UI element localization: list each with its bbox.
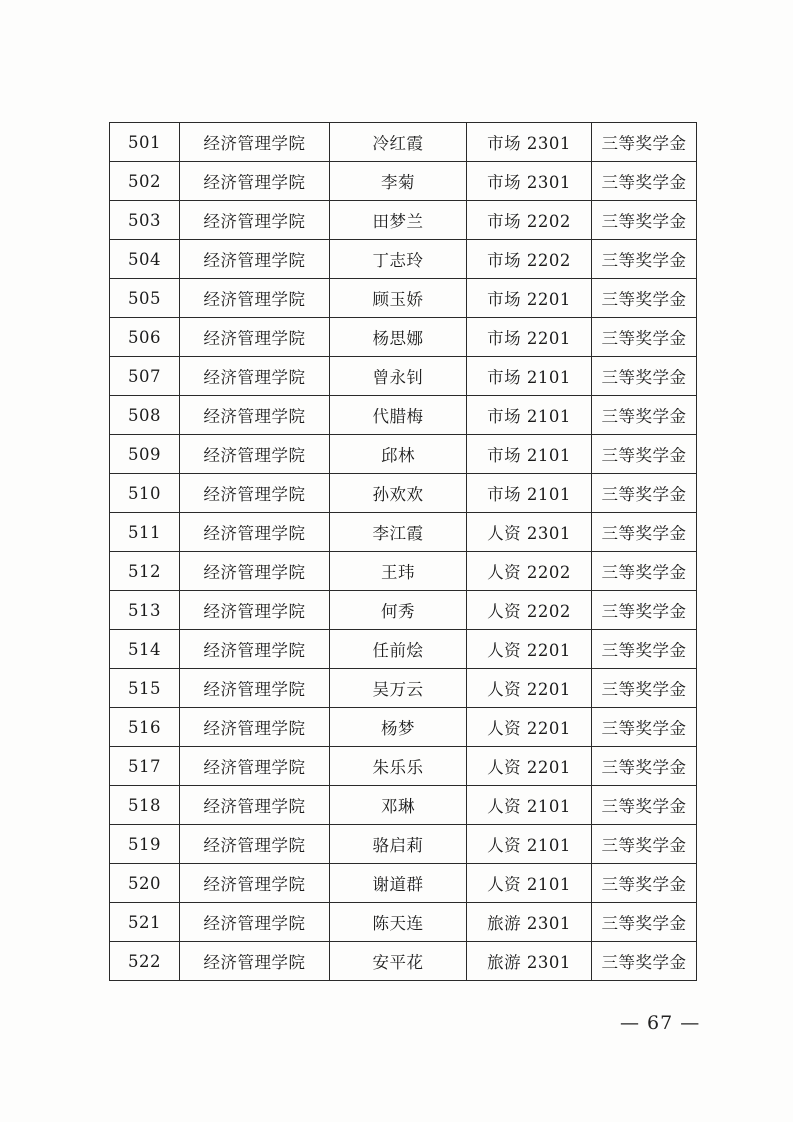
award-cell: 三等奖学金 [592, 240, 697, 279]
name-cell: 邓琳 [330, 786, 467, 825]
college-cell: 经济管理学院 [180, 864, 330, 903]
no-cell: 519 [110, 825, 180, 864]
name-cell: 朱乐乐 [330, 747, 467, 786]
no-cell: 506 [110, 318, 180, 357]
table-row [110, 591, 697, 630]
award-cell: 三等奖学金 [592, 903, 697, 942]
name-cell: 邱林 [330, 435, 467, 474]
class-cell: 市场 2201 [467, 279, 592, 318]
table-row [110, 123, 697, 162]
college-cell: 经济管理学院 [180, 162, 330, 201]
table-row [110, 513, 697, 552]
class-cell: 人资 2201 [467, 630, 592, 669]
table-row [110, 201, 697, 240]
college-cell: 经济管理学院 [180, 474, 330, 513]
college-cell: 经济管理学院 [180, 513, 330, 552]
no-cell: 511 [110, 513, 180, 552]
scholarship-table [109, 122, 697, 981]
college-cell: 经济管理学院 [180, 318, 330, 357]
class-cell: 市场 2202 [467, 201, 592, 240]
table-row [110, 825, 697, 864]
college-cell: 经济管理学院 [180, 942, 330, 981]
no-cell: 514 [110, 630, 180, 669]
award-cell: 三等奖学金 [592, 435, 697, 474]
table-row [110, 747, 697, 786]
table-row [110, 708, 697, 747]
no-cell: 504 [110, 240, 180, 279]
class-cell: 市场 2101 [467, 396, 592, 435]
class-cell: 人资 2202 [467, 591, 592, 630]
college-cell: 经济管理学院 [180, 669, 330, 708]
table-row [110, 864, 697, 903]
table-row [110, 942, 697, 981]
table-row [110, 318, 697, 357]
award-cell: 三等奖学金 [592, 864, 697, 903]
class-cell: 市场 2202 [467, 240, 592, 279]
college-cell: 经济管理学院 [180, 396, 330, 435]
name-cell: 田梦兰 [330, 201, 467, 240]
name-cell: 丁志玲 [330, 240, 467, 279]
award-cell: 三等奖学金 [592, 825, 697, 864]
college-cell: 经济管理学院 [180, 240, 330, 279]
no-cell: 513 [110, 591, 180, 630]
name-cell: 顾玉娇 [330, 279, 467, 318]
award-cell: 三等奖学金 [592, 357, 697, 396]
class-cell: 市场 2201 [467, 318, 592, 357]
no-cell: 503 [110, 201, 180, 240]
college-cell: 经济管理学院 [180, 201, 330, 240]
class-cell: 人资 2202 [467, 552, 592, 591]
no-cell: 509 [110, 435, 180, 474]
college-cell: 经济管理学院 [180, 435, 330, 474]
table-row [110, 396, 697, 435]
no-cell: 502 [110, 162, 180, 201]
college-cell: 经济管理学院 [180, 825, 330, 864]
name-cell: 杨思娜 [330, 318, 467, 357]
table-row [110, 786, 697, 825]
no-cell: 508 [110, 396, 180, 435]
class-cell: 人资 2101 [467, 864, 592, 903]
name-cell: 李江霞 [330, 513, 467, 552]
college-cell: 经济管理学院 [180, 708, 330, 747]
award-cell: 三等奖学金 [592, 669, 697, 708]
award-cell: 三等奖学金 [592, 513, 697, 552]
name-cell: 代腊梅 [330, 396, 467, 435]
class-cell: 市场 2101 [467, 474, 592, 513]
class-cell: 市场 2101 [467, 435, 592, 474]
class-cell: 旅游 2301 [467, 942, 592, 981]
name-cell: 吴万云 [330, 669, 467, 708]
table-row [110, 669, 697, 708]
name-cell: 李菊 [330, 162, 467, 201]
no-cell: 505 [110, 279, 180, 318]
page-number: — 67 — [620, 1012, 701, 1034]
college-cell: 经济管理学院 [180, 903, 330, 942]
award-cell: 三等奖学金 [592, 552, 697, 591]
table-row [110, 552, 697, 591]
award-cell: 三等奖学金 [592, 318, 697, 357]
name-cell: 陈天连 [330, 903, 467, 942]
award-cell: 三等奖学金 [592, 279, 697, 318]
no-cell: 501 [110, 123, 180, 162]
class-cell: 人资 2201 [467, 669, 592, 708]
class-cell: 人资 2101 [467, 825, 592, 864]
award-cell: 三等奖学金 [592, 162, 697, 201]
award-cell: 三等奖学金 [592, 474, 697, 513]
college-cell: 经济管理学院 [180, 630, 330, 669]
table-row [110, 240, 697, 279]
class-cell: 人资 2301 [467, 513, 592, 552]
table-row [110, 474, 697, 513]
class-cell: 人资 2101 [467, 786, 592, 825]
name-cell: 任前烩 [330, 630, 467, 669]
award-cell: 三等奖学金 [592, 708, 697, 747]
class-cell: 人资 2201 [467, 747, 592, 786]
award-cell: 三等奖学金 [592, 396, 697, 435]
name-cell: 何秀 [330, 591, 467, 630]
college-cell: 经济管理学院 [180, 747, 330, 786]
college-cell: 经济管理学院 [180, 279, 330, 318]
table-row [110, 435, 697, 474]
name-cell: 冷红霞 [330, 123, 467, 162]
table-row [110, 903, 697, 942]
college-cell: 经济管理学院 [180, 786, 330, 825]
no-cell: 516 [110, 708, 180, 747]
name-cell: 王玮 [330, 552, 467, 591]
no-cell: 515 [110, 669, 180, 708]
college-cell: 经济管理学院 [180, 123, 330, 162]
college-cell: 经济管理学院 [180, 591, 330, 630]
name-cell: 杨梦 [330, 708, 467, 747]
award-cell: 三等奖学金 [592, 201, 697, 240]
class-cell: 市场 2301 [467, 162, 592, 201]
name-cell: 谢道群 [330, 864, 467, 903]
no-cell: 520 [110, 864, 180, 903]
table-row [110, 279, 697, 318]
award-cell: 三等奖学金 [592, 786, 697, 825]
class-cell: 旅游 2301 [467, 903, 592, 942]
college-cell: 经济管理学院 [180, 552, 330, 591]
name-cell: 孙欢欢 [330, 474, 467, 513]
no-cell: 512 [110, 552, 180, 591]
award-cell: 三等奖学金 [592, 591, 697, 630]
award-cell: 三等奖学金 [592, 123, 697, 162]
table-row [110, 357, 697, 396]
class-cell: 人资 2201 [467, 708, 592, 747]
college-cell: 经济管理学院 [180, 357, 330, 396]
no-cell: 521 [110, 903, 180, 942]
award-cell: 三等奖学金 [592, 942, 697, 981]
no-cell: 518 [110, 786, 180, 825]
no-cell: 522 [110, 942, 180, 981]
name-cell: 安平花 [330, 942, 467, 981]
class-cell: 市场 2301 [467, 123, 592, 162]
no-cell: 510 [110, 474, 180, 513]
name-cell: 曾永钊 [330, 357, 467, 396]
no-cell: 517 [110, 747, 180, 786]
table-body [110, 123, 697, 981]
award-cell: 三等奖学金 [592, 747, 697, 786]
table-row [110, 630, 697, 669]
award-cell: 三等奖学金 [592, 630, 697, 669]
no-cell: 507 [110, 357, 180, 396]
name-cell: 骆启莉 [330, 825, 467, 864]
class-cell: 市场 2101 [467, 357, 592, 396]
table-row [110, 162, 697, 201]
